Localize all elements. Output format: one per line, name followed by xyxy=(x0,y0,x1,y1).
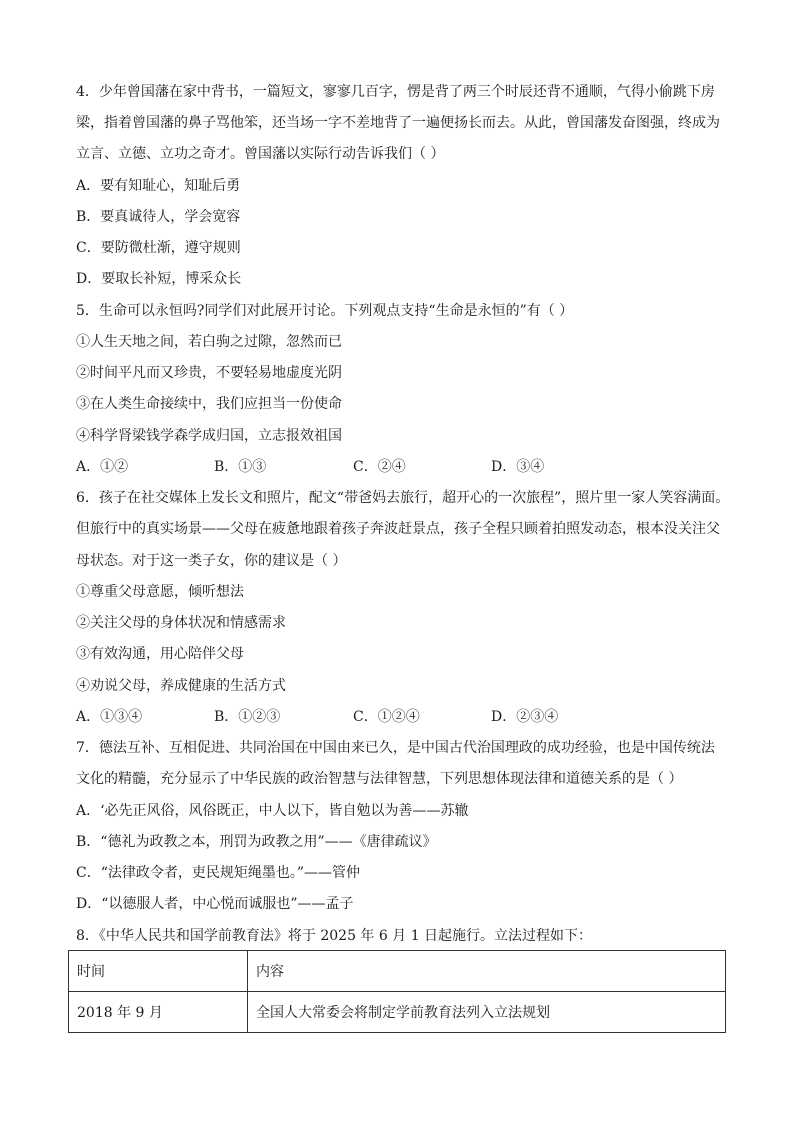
q6-option-d: D．②③④ xyxy=(491,709,559,725)
q7-option-a: A．‘必先正风俗，风俗既正，中人以下，皆自勉以为善——苏辙 xyxy=(76,803,469,819)
q6-item-1: ①尊重父母意愿，倾听想法 xyxy=(76,584,244,600)
q4-stem-line-1: 4．少年曾国藩在家中背书，一篇短文，寥寥几百字，愣是背了两三个时辰还背不通顺，气得小偷跳下房 xyxy=(76,84,715,100)
q5-item-3: ③在人类生命接续中，我们应担当一份使命 xyxy=(76,396,342,412)
q5-option-a: A．①② xyxy=(76,459,129,475)
q7-stem-line-1: 7．德法互补、互相促进、共同治国在中国由来已久，是中国古代治国理政的成功经验，也是中国传统法 xyxy=(76,740,715,756)
q6-item-4: ④劝说父母，养成健康的生活方式 xyxy=(76,678,286,694)
q4-option-c: C．要防微杜渐，遵守规则 xyxy=(76,240,241,256)
q6-stem-line-2: 但旅行中的真实场景——父母在疲惫地跟着孩子奔波赶景点，孩子全程只顾着拍照发动态，根本没关注父 xyxy=(76,521,720,537)
table-header-row xyxy=(69,951,726,992)
q4-stem-line-3: 立言、立德、立功之奇才。曾国藩以实际行动告诉我们（ ） xyxy=(76,146,445,162)
table-cell-time: 2018 年 9 月 xyxy=(69,992,248,1033)
q6-option-a: A．①③④ xyxy=(76,709,143,725)
q8-stem: 8．《中华人民共和国学前教育法》将于 2025 年 6 月 1 日起施行。立法过程如下： xyxy=(76,928,593,944)
q5-stem: 5．生命可以永恒吗?同学们对此展开讨论。下列观点支持“生命是永恒的”有（ ） xyxy=(76,303,574,319)
table-header-time: 时间 xyxy=(69,951,248,992)
q5-option-d: D．③④ xyxy=(491,459,545,475)
q4-option-d: D．要取长补短，博采众长 xyxy=(76,271,242,287)
q4-option-b: B．要真诚待人，学会宽容 xyxy=(76,209,241,225)
q4-stem-line-2: 梁，指着曾国藩的鼻子骂他笨，还当场一字不差地背了一遍便扬长而去。从此，曾国藩发奋图强，终成为 xyxy=(76,115,720,131)
q5-option-b: B．①③ xyxy=(214,459,267,475)
q6-option-c: C．①②④ xyxy=(353,709,420,725)
q5-item-2: ②时间平凡而又珍贵，不要轻易地虚度光阴 xyxy=(76,365,342,381)
q7-stem-line-2: 文化的精髓，充分显示了中华民族的政治智慧与法律智慧，下列思想体现法律和道德关系的是（ ） xyxy=(76,771,683,787)
q5-option-c: C．②④ xyxy=(353,459,406,475)
q5-item-1: ①人生天地之间，若白驹之过隙，忽然而已 xyxy=(76,334,342,350)
q6-option-b: B．①②③ xyxy=(214,709,281,725)
q6-item-3: ③有效沟通，用心陪伴父母 xyxy=(76,646,244,662)
q7-option-d: D．“以德服人者，中心悦而诚服也”——孟子 xyxy=(76,896,354,912)
q6-stem-line-1: 6．孩子在社交媒体上发长文和照片，配文“带爸妈去旅行，超开心的一次旅程”，照片里一家人笑容满面。 xyxy=(76,490,730,506)
q5-item-4: ④科学肾梁钱学森学成归国，立志报效祖国 xyxy=(76,428,342,444)
q4-option-a: A．要有知耻心，知耻后勇 xyxy=(76,178,241,194)
legislation-table xyxy=(68,950,726,1033)
q7-option-c: C．“法律政令者，吏民规矩绳墨也。”——管仲 xyxy=(76,865,361,881)
q6-item-2: ②关注父母的身体状况和情感需求 xyxy=(76,615,286,631)
q7-option-b: B．“德礼为政教之本，刑罚为政教之用”——《唐律疏议》 xyxy=(76,834,437,850)
q6-stem-line-3: 母状态。对于这一类子女，你的建议是（ ） xyxy=(76,553,347,569)
table-header-content: 内容 xyxy=(248,951,726,992)
table-row xyxy=(69,992,726,1033)
table-cell-content: 全国人大常委会将制定学前教育法列入立法规划 xyxy=(248,992,726,1033)
